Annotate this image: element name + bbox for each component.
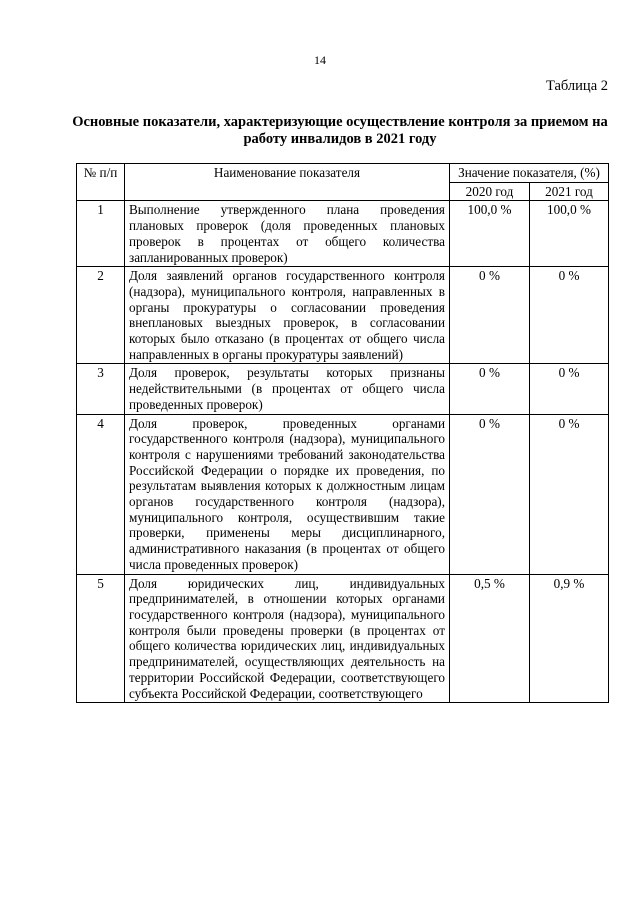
row-number: 1 xyxy=(77,201,125,267)
value-2021: 0 % xyxy=(530,364,609,414)
value-2020: 0,5 % xyxy=(450,574,530,703)
row-number: 4 xyxy=(77,414,125,574)
indicator-name: Доля проверок, результаты которых признаны недействительными (в процентах от общего числа проведенных проверок) xyxy=(125,364,450,414)
header-indicator-value: Значение показателя, (%) xyxy=(450,164,609,183)
table-row xyxy=(77,414,609,574)
value-2021: 0,9 % xyxy=(530,574,609,703)
table-row xyxy=(77,267,609,364)
page-number: 14 xyxy=(314,53,326,67)
value-2021: 100,0 % xyxy=(530,201,609,267)
indicator-name: Доля юридических лиц, индивидуальных предпринимателей, в отношении которых органами государственного контроля (надзора), муниципального контроля были проведены проверки (в процентах от общего количества юридических лиц, индивидуальных предпринимателей, осуществляющих деятельность на территории Российской Федерации, соответствующего субъекта Российской Федерации, соответствующего xyxy=(125,574,450,703)
value-2020: 0 % xyxy=(450,267,530,364)
document-title: Основные показатели, характеризующие осуществление контроля за приемом на работу инвалидов в 2021 году xyxy=(72,114,608,147)
header-indicator-name: Наименование показателя xyxy=(125,164,450,201)
table-row xyxy=(77,201,609,267)
value-2021: 0 % xyxy=(530,267,609,364)
value-2020: 100,0 % xyxy=(450,201,530,267)
value-2020: 0 % xyxy=(450,364,530,414)
value-2021: 0 % xyxy=(530,414,609,574)
table-row xyxy=(77,574,609,703)
table-label: Таблица 2 xyxy=(545,78,608,94)
header-year-2020: 2020 год xyxy=(450,182,530,201)
row-number: 2 xyxy=(77,267,125,364)
row-number: 5 xyxy=(77,574,125,703)
indicators-table xyxy=(76,163,609,703)
header-row xyxy=(77,164,609,183)
value-2020: 0 % xyxy=(450,414,530,574)
indicator-name: Доля заявлений органов государственного контроля (надзора), муниципального контроля, направленных в органы прокуратуры о согласовании проведения внеплановых выездных проверок, в согласовании которых было отказано (в процентах от общего числа направленных в органы прокуратуры заявлений) xyxy=(125,267,450,364)
indicator-name: Доля проверок, проведенных органами государственного контроля (надзора), муниципального контроля с нарушениями требований законодательства Российской Федерации о порядке их проведения, по результатам выявления которых к должностным лицам органов государственного контроля (надзора), муниципального контроля, осуществившим такие проверки, применены меры дисциплинарного, административного наказания (в процентах от общего числа проведенных проверок) xyxy=(125,414,450,574)
header-year-2021: 2021 год xyxy=(530,182,609,201)
row-number: 3 xyxy=(77,364,125,414)
header-number: № п/п xyxy=(77,164,125,201)
table-row xyxy=(77,364,609,414)
indicator-name: Выполнение утвержденного плана проведения плановых проверок (доля проведенных плановых проверок в процентах от общего количества запланированных проверок) xyxy=(125,201,450,267)
